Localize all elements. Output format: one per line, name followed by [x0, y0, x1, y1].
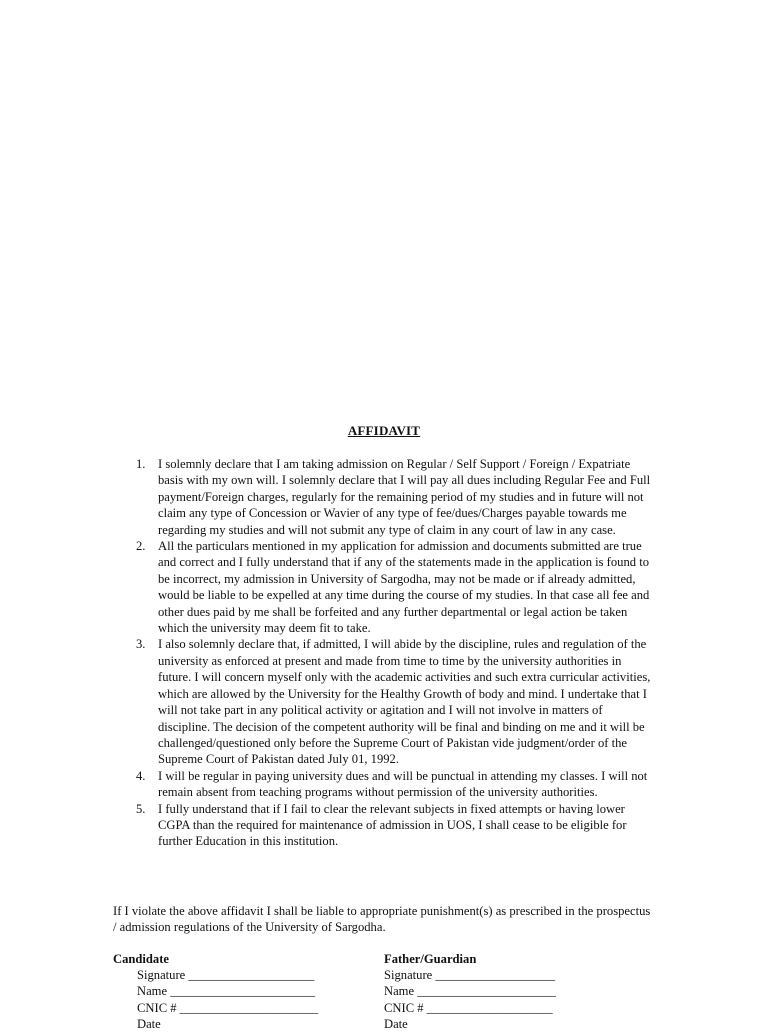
clause-number: 1. — [136, 457, 146, 471]
clause-text: I fully understand that if I fail to clear the relevant subjects in fixed attempts or having lower CGPA than the required for maintenance of admission in UOS, I shall cease to be eligible for further Education in this institution. — [158, 801, 627, 849]
clause-number: 2. — [136, 539, 146, 554]
affidavit-clauses — [130, 456, 656, 850]
guardian-signature-block — [384, 951, 624, 1032]
candidate-name-line: Name _______________________ — [137, 984, 316, 999]
guardian-name-line: Name ______________________ — [384, 984, 556, 999]
affidavit-title: AFFIDAVIT — [347, 423, 421, 438]
guardian-signature-line: Signature ___________________ — [384, 968, 556, 983]
clause-3 — [130, 636, 656, 767]
clause-text: I will be regular in paying university dues and will be punctual in attending my classes. I will not remain absent from teaching programs without permission of the university authorities. — [158, 768, 648, 800]
candidate-date-line: Date — [137, 1016, 161, 1031]
guardian-heading: Father/Guardian — [384, 952, 477, 966]
clause-number: 4. — [136, 768, 146, 783]
candidate-signature-block — [113, 951, 353, 1032]
clause-number: 5. — [136, 801, 146, 816]
clause-5 — [130, 801, 656, 850]
candidate-heading: Candidate — [113, 952, 169, 966]
clause-number: 3. — [136, 637, 146, 652]
clause-2 — [130, 538, 656, 636]
clause-text: I also solemnly declare that, if admitted, I will abide by the discipline, rules and regulation of the university as enforced at present and made from time to time by the university authorities in future. I will concern myself only with the academic activities and such extra curricular activities, which are allowed by the University for the Healthy Growth of body and mind. I undertake that I will not take part in any political activity or agitation and I will not involve in matters of discipline. The decision of the competent authority will be final and binding on me and it will be challenged/questioned only before the Supreme Court of Pakistan vide judgment/order of the Supreme Court of Pakistan dated July 01, 1992. — [158, 637, 651, 767]
guardian-date-line: Date — [384, 1016, 408, 1031]
clause-4 — [130, 768, 656, 801]
candidate-signature-line: Signature ____________________ — [137, 968, 315, 983]
guardian-cnic-line: CNIC # ____________________ — [384, 1000, 553, 1015]
closing-statement: If I violate the above affidavit I shall be liable to appropriate punishment(s) as prescribed in the prospectus / admission regulations of the University of Sargodha. — [113, 904, 651, 935]
clause-text: All the particulars mentioned in my application for admission and documents submitted are true and correct and I fully understand that if any of the statements made in the application is found to be incorrect, my admission in University of Sargodha, may not be made or if already admitted, would be liable to be expelled at any time during the course of my studies. In that case all fee and other dues paid by me shall be forfeited and any further departmental or legal action be taken which the university may deem fit to take. — [158, 539, 650, 636]
clause-1 — [130, 456, 656, 538]
clause-text: I solemnly declare that I am taking admission on Regular / Self Support / Foreign / Expatriate basis with my own will. I solemnly declare that I will pay all dues including Regular Fee and Full payment/Foreign charges, regularly for the remaining period of my studies and in future will not claim any type of Concession or Wavier of any type of fee/dues/Charges payable towards me regarding my studies and will not submit any type of claim in any court of law in any case. — [158, 457, 651, 537]
candidate-cnic-line: CNIC # ______________________ — [137, 1000, 319, 1015]
